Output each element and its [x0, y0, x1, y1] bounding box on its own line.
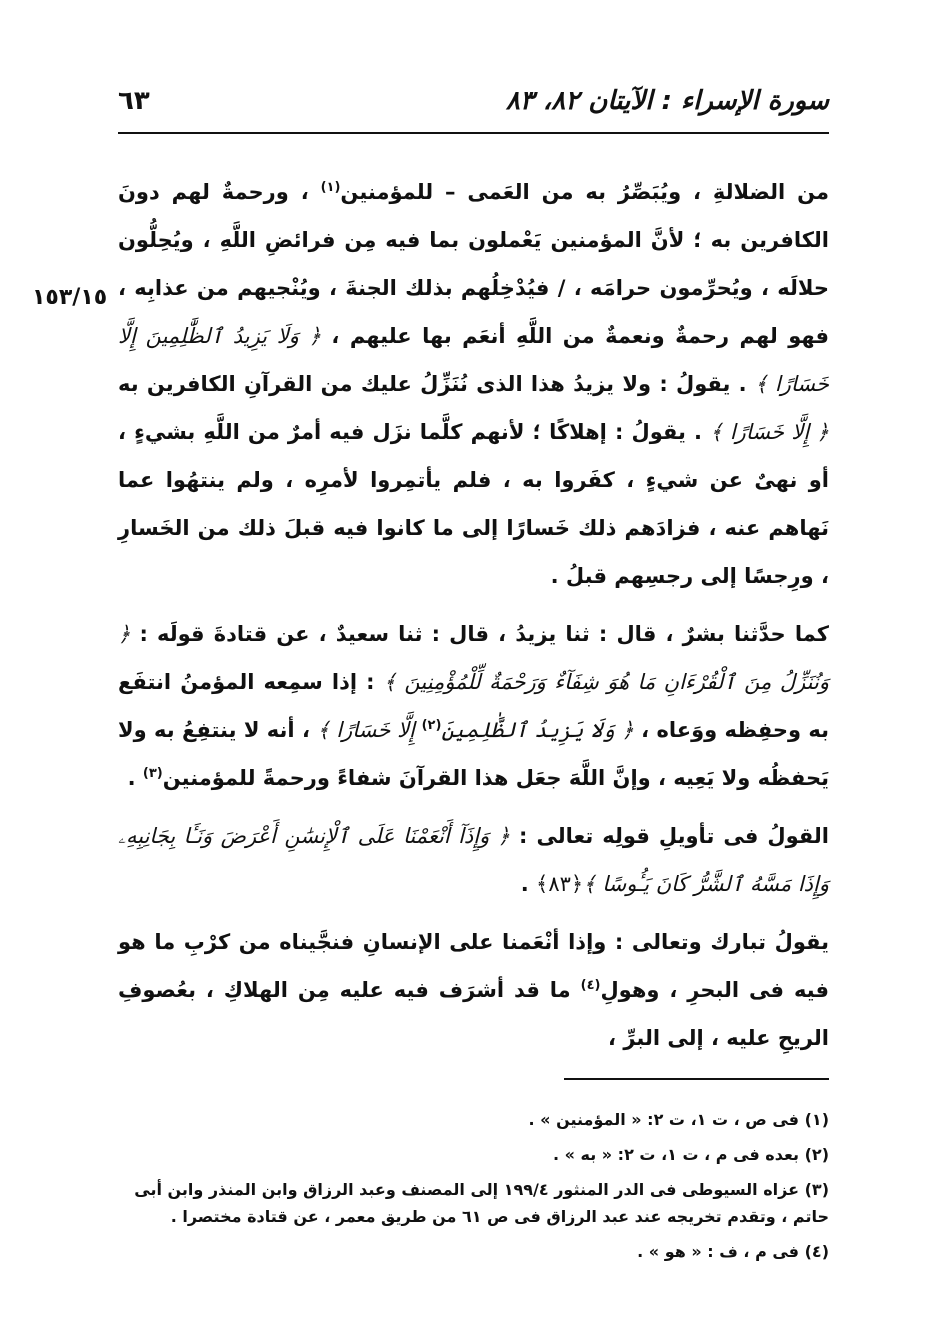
- paragraph-4: [118, 918, 829, 1062]
- page-number: ٦٣: [118, 86, 150, 116]
- text-run: . يقولُ : ولا يزيدُ هذا الذى نُنَزِّلُ عليك من القرآنِ الكافرين به: [118, 372, 755, 396]
- text-run: .: [520, 872, 537, 896]
- text-run: ، ورحمةٌ لهم دونَ الكافرين به ؛ لأنَّ المؤمنين يَعْملون بما فيه مِن فرائضِ اللَّهِ ، ويُحِلُّون حلالَه ، ويُحرِّمون حرامَه ، / فيُدْخِلُهم بذلك الجنةَ ، ويُنْجيهم من عذابِه ، فهو لهم رحمةٌ ونعمةٌ من اللَّهِ أنعَم بها عليهم ،: [118, 180, 829, 348]
- quran-quote: إِلَّا خَسَارًا ﴾: [317, 718, 422, 742]
- footnote-1: (١) فى ص ، ت ١، ت ٢: « المؤمنين » .: [528, 1110, 829, 1129]
- quran-quote: ﴿ إِلَّا خَسَارًا ﴾: [710, 420, 829, 444]
- quran-quote: ﴿ وَنُنَزِّلُ مِنَ ٱلْقُرْءَانِ مَا هُوَ شِفَآءٌ وَرَحْمَةٌ لِّلْمُؤْمِنِينَ ﴾: [118, 622, 829, 694]
- footnote-4: (٤) فى م ، ف : « هو » .: [637, 1242, 829, 1261]
- text-run: ، أنه لا ينتفِعُ به ولا يَحفظُه ولا يَعِيه ، وإنَّ اللَّهَ جعَل هذا القرآنَ شفاءً ورحمةً للمؤمنين: [118, 718, 829, 790]
- text-run: ما قد أشرَف فيه عليه مِن الهلاكِ ، بعُصوفِ الريحِ عليه ، إلى البرِّ ،: [118, 978, 829, 1050]
- paragraph-3: [118, 812, 829, 908]
- footnote-ref-4: (٤): [580, 978, 601, 993]
- text-run: كما حدَّثنا بشرٌ ، قال : ثنا يزيدُ ، قال : ثنا سعيدٌ ، عن قتادةَ قولَه :: [130, 622, 829, 646]
- footnote-rule: [564, 1078, 829, 1080]
- quran-quote: ﴿ وَإِذَآ أَنْعَمْنَا عَلَى ٱلْإِنسَٰنِ أَعْرَضَ وَنَـَٔا بِجَانِبِهِۦ وَإِذَا مَسَّهُ ٱلشَّرُّ كَانَ يَـُٔوسًا ﴾: [118, 824, 829, 896]
- footnote-2: (٢) بعده فى م ، ت ١، ت ٢: « به » .: [552, 1145, 829, 1164]
- running-head: سورة الإسراء : الآيتان ٨٢، ٨٣: [505, 86, 829, 116]
- footnotes: [118, 1106, 829, 1273]
- footnote-ref-1: (١): [320, 180, 341, 195]
- margin-page-reference: ١٥٣/١٥: [32, 285, 108, 310]
- verse-number: ﴿٨٣﴾: [536, 872, 584, 896]
- footnote-ref-2: (٢): [421, 718, 442, 733]
- text-run: من الضلالةِ ، ويُبَصِّرُ به من العَمى – للمؤمنين: [340, 180, 829, 204]
- paragraph-1: [118, 168, 829, 600]
- footnote-ref-3: (٣): [142, 766, 163, 781]
- text-run: . يقولُ : إهلاكًا ؛ لأنهم كلَّما نزَل فيه أمرٌ من اللَّهِ بشيءٍ ، أو نهىٌ عن شيءٍ ، كفَروا به ، فلم يأتمِروا لأمرِه ، ولم ينتهُوا عما نَهاهم عنه ، فزادَهم ذلك خَسارًا إلى ما كانوا فيه قبلَ ذلك من الخَسارِ ، ورِجسًا إلى رجسِهم قبلُ .: [118, 420, 829, 588]
- quran-quote: ﴿ وَلَا يَزِيدُ ٱلظَّٰلِمِينَ إِلَّا خَسَارًا ﴾: [118, 324, 829, 396]
- header-rule: [118, 132, 829, 134]
- text-run: .: [127, 766, 143, 790]
- text-run: يقولُ تبارك وتعالى : وإذا أنْعَمنا على الإنسانِ فنجَّيناه من كرْبِ ما هو فيه فى البحرِ ، وهولِ: [118, 930, 829, 1002]
- section-heading: القولُ فى تأويلِ قولِه تعالى :: [509, 824, 830, 848]
- quran-quote: ﴿ وَلَا يَزِيدُ ٱلظَّٰلِمِينَ: [441, 718, 634, 742]
- text-run: : إذا سمِعه المؤمنُ انتفَع به وحفِظه ووَعاه ،: [118, 670, 829, 742]
- footnote-3: (٣) عزاه السيوطى فى الدر المنثور ١٩٩/٤ إلى المصنف وعبد الرزاق وابن المنذر وابن أبى حاتم ، وتقدم تخريجه عند عبد الرزاق فى ص ٦١ من طريق معمر ، عن قتادة مختصرا .: [134, 1180, 829, 1226]
- page-header: [118, 80, 829, 120]
- paragraph-2: [118, 610, 829, 802]
- main-text: [118, 168, 829, 1062]
